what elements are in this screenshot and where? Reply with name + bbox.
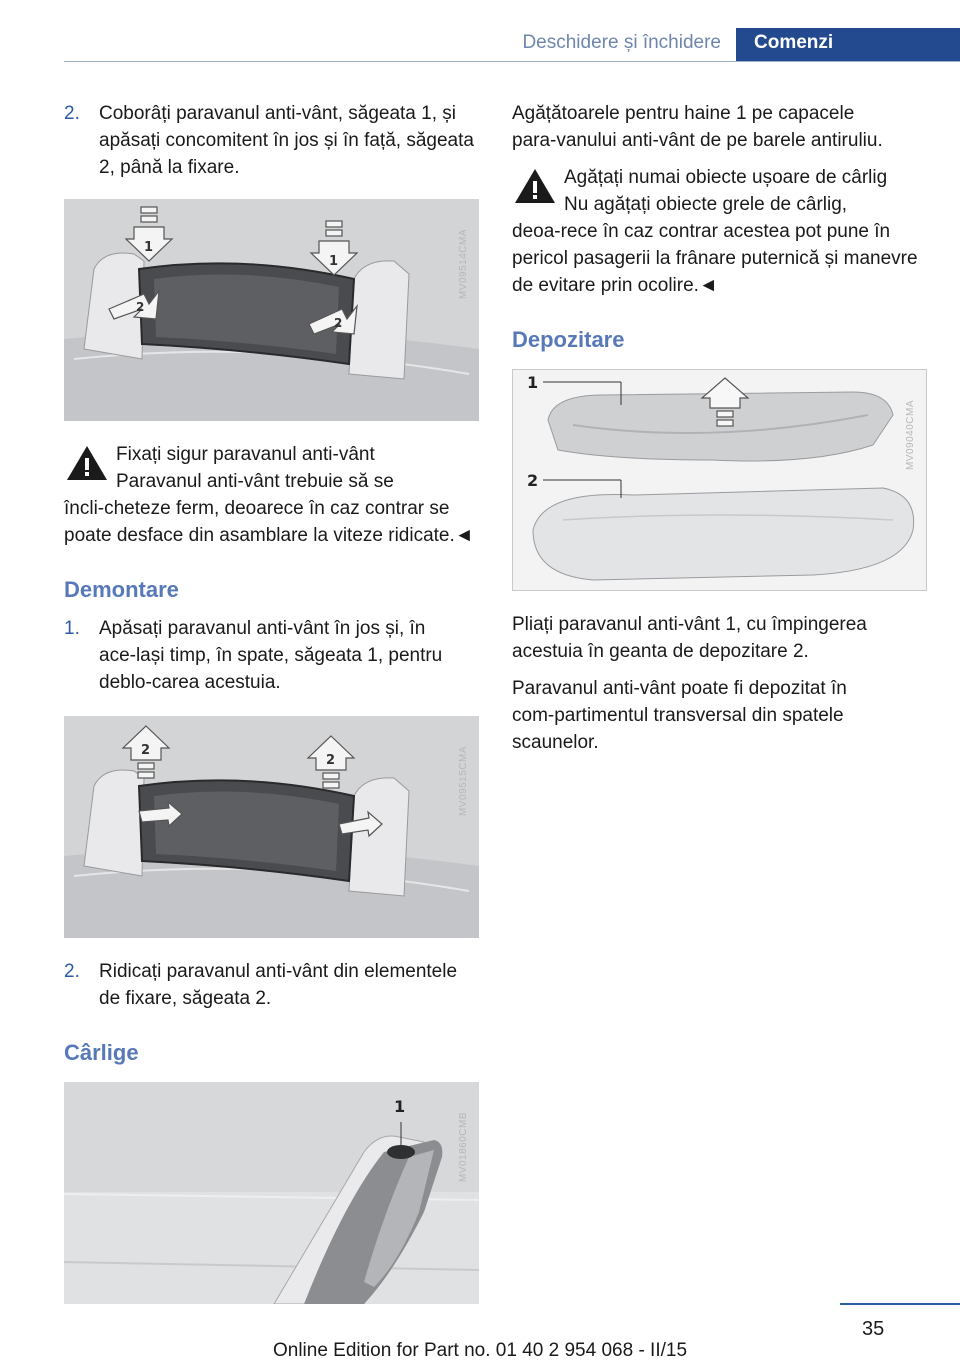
warning-triangle-icon (512, 166, 558, 206)
callout-2-right: 2 (334, 316, 343, 330)
heading-carlige: Cârlige (64, 1040, 139, 1065)
callout-1: 1 (394, 1097, 406, 1116)
callout-2-left: 2 (141, 743, 151, 758)
heading-demontare: Demontare (64, 577, 179, 602)
paragraph-store: Paravanul anti‑vânt poate fi depozitat în com‑partimentul transversal din spatele scaunelor. (512, 678, 847, 753)
warning-title: Agățați numai obiecte ușoare de cârlig (564, 167, 888, 188)
windbreak-remove-illustration (64, 716, 479, 938)
callout-2-right: 2 (326, 753, 336, 768)
figure-code: MV09515CMA (458, 746, 469, 817)
figure-code: MV01860CMB (458, 1112, 469, 1183)
step-press-unlock (64, 615, 479, 696)
figure-windbreak-install (64, 199, 479, 421)
footer-edition: Online Edition for Part no. 01 40 2 954 068 - II/15 (272, 1340, 688, 1361)
step-lower-windbreak (64, 100, 479, 181)
callout-2: 2 (527, 471, 539, 490)
figure-windbreak-remove (64, 716, 479, 938)
figure-code: MV09514CMA (458, 229, 469, 300)
figure-storage (512, 369, 927, 591)
header-section-title: Deschidere și închidere (522, 32, 721, 53)
warning-body: Paravanul anti‑vânt trebuie să se încli‑cheteze ferm, deoarece în caz contrar se poate desface din asamblare la viteze ridicate.◄ (64, 471, 474, 546)
step-text: Ridicați paravanul anti‑vânt din elementele de fixare, săgeata 2. (99, 961, 458, 1009)
page-number: 35 (862, 1318, 885, 1340)
step-number: 2. (64, 961, 80, 982)
warning-light-objects (512, 164, 927, 299)
page-header (0, 0, 960, 62)
step-lift-windbreak (64, 958, 479, 1012)
footer-divider (840, 1303, 960, 1305)
step-text: Apăsați paravanul anti‑vânt în jos și, în ace‑lași timp, în spate, săgeata 1, pentru deblo‑carea acestuia. (99, 618, 443, 693)
callout-1-right: 1 (329, 254, 339, 269)
warning-body: Nu agățați obiecte grele de cârlig, deoa‑rece în caz contrar acestea pot pune în pericol pasagerii la frânare puternică și manevre de evitare prin ocolire.◄ (512, 194, 918, 296)
warning-secure-windbreak (64, 441, 479, 549)
step-number: 2. (64, 103, 80, 124)
warning-title: Fixați sigur paravanul anti‑vânt (116, 444, 375, 465)
right-column (512, 100, 927, 766)
heading-depozitare: Depozitare (512, 327, 625, 352)
header-chapter-tab: Comenzi (736, 28, 960, 62)
hook-illustration (64, 1082, 479, 1304)
step-text: Coborâți paravanul anti‑vânt, săgeata 1, și apăsați concomitent în jos și în față, săgeata 2, până la fixare. (99, 103, 474, 178)
callout-1-left: 1 (144, 240, 154, 255)
callout-1: 1 (527, 373, 539, 392)
figure-code: MV09040CMA (905, 400, 916, 471)
left-column (64, 100, 479, 1324)
paragraph-fold: Pliați paravanul anti‑vânt 1, cu împingerea acestuia în geanta de depozitare 2. (512, 614, 867, 662)
warning-triangle-icon (64, 443, 110, 483)
paragraph-hooks: Agățătoarele pentru haine 1 pe capacele para‑vanului anti‑vânt de pe barele antiruliu. (512, 103, 883, 151)
step-number: 1. (64, 618, 80, 639)
windbreak-install-illustration (64, 199, 479, 421)
callout-2-left: 2 (136, 300, 145, 314)
figure-hook (64, 1082, 479, 1304)
header-divider (64, 61, 960, 62)
storage-illustration (513, 370, 927, 591)
